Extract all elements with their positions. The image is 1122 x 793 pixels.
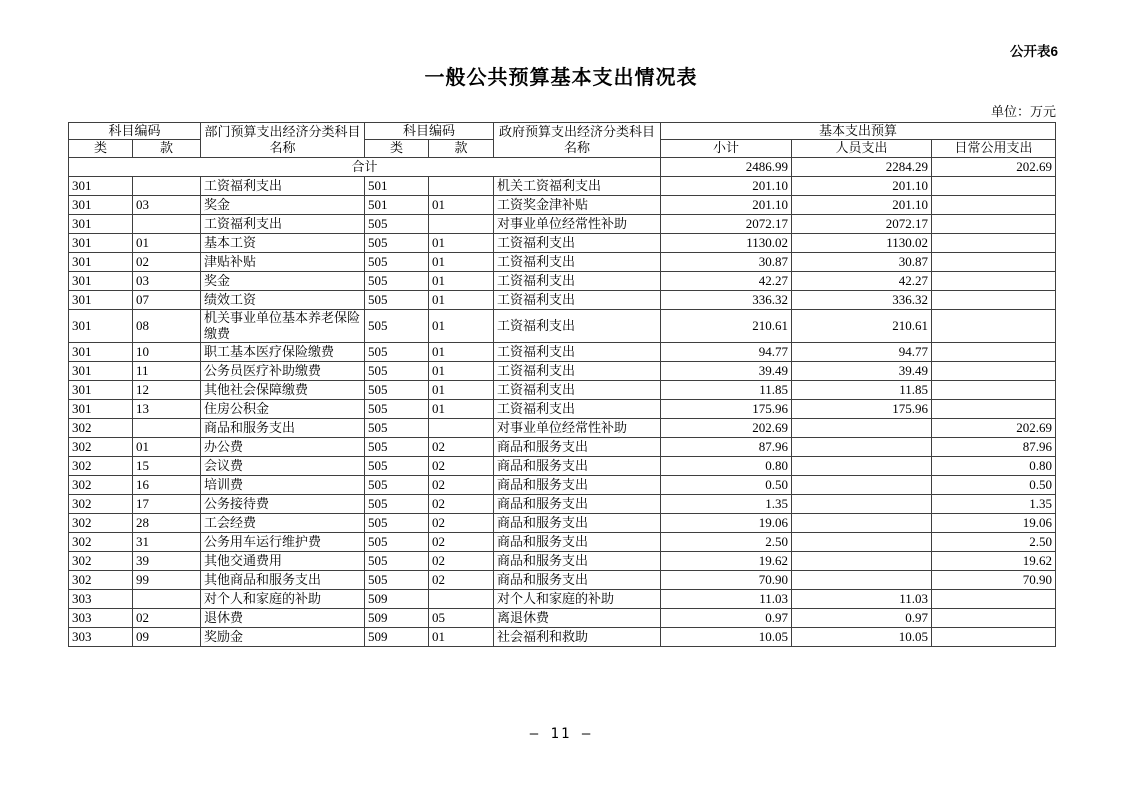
daily-public-expense-value (932, 399, 1056, 418)
personnel-expense-value: 42.27 (792, 271, 932, 290)
personnel-expense-value (792, 475, 932, 494)
subtotal-value: 11.03 (661, 589, 792, 608)
personnel-expense-value: 336.32 (792, 290, 932, 309)
gov-class-code: 509 (365, 608, 429, 627)
dept-item-code: 10 (133, 342, 201, 361)
dept-subject-name: 其他社会保障缴费 (201, 380, 365, 399)
daily-public-expense-value (932, 608, 1056, 627)
gov-subject-name: 工资福利支出 (494, 342, 661, 361)
personnel-expense-value (792, 513, 932, 532)
dept-class-code: 301 (69, 361, 133, 380)
personnel-expense-value: 10.05 (792, 627, 932, 646)
dept-class-code: 301 (69, 214, 133, 233)
dept-class-code: 303 (69, 627, 133, 646)
daily-public-expense-value: 70.90 (932, 570, 1056, 589)
dept-class-code: 301 (69, 195, 133, 214)
table-row (69, 214, 1056, 233)
dept-class-code: 302 (69, 551, 133, 570)
dept-item-code: 17 (133, 494, 201, 513)
gov-subject-name: 对个人和家庭的补助 (494, 589, 661, 608)
table-row (69, 589, 1056, 608)
budget-table (68, 122, 1056, 647)
personnel-expense-value: 11.85 (792, 380, 932, 399)
gov-class-code: 505 (365, 513, 429, 532)
dept-subject-name: 津贴补贴 (201, 252, 365, 271)
dept-subject-name: 奖金 (201, 271, 365, 290)
personnel-expense-value: 94.77 (792, 342, 932, 361)
dept-class-code: 303 (69, 589, 133, 608)
daily-public-expense-value: 0.80 (932, 456, 1056, 475)
gov-subject-name: 社会福利和救助 (494, 627, 661, 646)
gov-subject-name: 离退休费 (494, 608, 661, 627)
gov-subject-name: 工资福利支出 (494, 380, 661, 399)
dept-subject-name: 公务员医疗补助缴费 (201, 361, 365, 380)
gov-item-code (429, 589, 494, 608)
gov-subject-name: 商品和服务支出 (494, 494, 661, 513)
gov-subject-name: 商品和服务支出 (494, 532, 661, 551)
personnel-expense-value (792, 418, 932, 437)
subtotal-value: 0.97 (661, 608, 792, 627)
dept-item-code (133, 214, 201, 233)
gov-subject-name: 商品和服务支出 (494, 437, 661, 456)
gov-item-code: 01 (429, 290, 494, 309)
gov-item-code (429, 214, 494, 233)
dept-class-code: 303 (69, 608, 133, 627)
header-dept-subject-name: 部门预算支出经济分类科目名称 (201, 123, 365, 158)
dept-class-code: 301 (69, 290, 133, 309)
subtotal-value: 87.96 (661, 437, 792, 456)
gov-subject-name: 商品和服务支出 (494, 475, 661, 494)
dept-subject-name: 住房公积金 (201, 399, 365, 418)
gov-subject-name: 工资福利支出 (494, 361, 661, 380)
gov-class-code: 509 (365, 589, 429, 608)
gov-item-code: 01 (429, 380, 494, 399)
dept-class-code: 302 (69, 532, 133, 551)
total-row (69, 157, 1056, 176)
header-daily-public-expense: 日常公用支出 (932, 139, 1056, 157)
header-subtotal: 小计 (661, 139, 792, 157)
dept-class-code: 301 (69, 309, 133, 342)
dept-item-code: 13 (133, 399, 201, 418)
gov-class-code: 505 (365, 570, 429, 589)
table-row (69, 418, 1056, 437)
dept-subject-name: 工资福利支出 (201, 176, 365, 195)
dept-subject-name: 退休费 (201, 608, 365, 627)
personnel-expense-value (792, 532, 932, 551)
dept-item-code: 07 (133, 290, 201, 309)
gov-class-code: 505 (365, 380, 429, 399)
daily-public-expense-value: 19.06 (932, 513, 1056, 532)
dept-subject-name: 基本工资 (201, 233, 365, 252)
subtotal-value: 30.87 (661, 252, 792, 271)
personnel-expense-value: 39.49 (792, 361, 932, 380)
daily-public-expense-value (932, 233, 1056, 252)
header-subject-code-gov: 科目编码 (365, 123, 494, 140)
personnel-expense-value: 30.87 (792, 252, 932, 271)
header-gov-class: 类 (365, 139, 429, 157)
subtotal-value: 175.96 (661, 399, 792, 418)
gov-subject-name: 商品和服务支出 (494, 513, 661, 532)
gov-subject-name: 工资奖金津补贴 (494, 195, 661, 214)
dept-item-code: 12 (133, 380, 201, 399)
gov-item-code: 02 (429, 532, 494, 551)
personnel-expense-value (792, 456, 932, 475)
unit-note: 单位：万元 (990, 104, 1056, 119)
table-row (69, 456, 1056, 475)
subtotal-value: 19.62 (661, 551, 792, 570)
table-row (69, 342, 1056, 361)
total-label: 合计 (69, 157, 661, 176)
gov-item-code: 01 (429, 627, 494, 646)
gov-subject-name: 工资福利支出 (494, 233, 661, 252)
daily-public-expense-value: 87.96 (932, 437, 1056, 456)
gov-class-code: 501 (365, 195, 429, 214)
dept-subject-name: 机关事业单位基本养老保险缴费 (201, 309, 365, 342)
dept-subject-name: 工资福利支出 (201, 214, 365, 233)
header-dept-class: 类 (69, 139, 133, 157)
dept-class-code: 301 (69, 176, 133, 195)
table-row (69, 532, 1056, 551)
gov-item-code: 02 (429, 494, 494, 513)
gov-class-code: 505 (365, 361, 429, 380)
personnel-expense-value (792, 570, 932, 589)
subtotal-value: 94.77 (661, 342, 792, 361)
dept-class-code: 301 (69, 233, 133, 252)
gov-item-code: 01 (429, 342, 494, 361)
subtotal-value: 202.69 (661, 418, 792, 437)
table-row (69, 252, 1056, 271)
dept-subject-name: 公务用车运行维护费 (201, 532, 365, 551)
dept-subject-name: 工会经费 (201, 513, 365, 532)
subtotal-value: 0.80 (661, 456, 792, 475)
dept-item-code: 15 (133, 456, 201, 475)
personnel-expense-value (792, 494, 932, 513)
dept-class-code: 301 (69, 380, 133, 399)
daily-public-expense-value (932, 252, 1056, 271)
daily-public-expense-value (932, 271, 1056, 290)
dept-item-code (133, 418, 201, 437)
gov-class-code: 505 (365, 475, 429, 494)
gov-subject-name: 对事业单位经常性补助 (494, 214, 661, 233)
gov-class-code: 505 (365, 532, 429, 551)
dept-subject-name: 其他交通费用 (201, 551, 365, 570)
dept-class-code: 301 (69, 342, 133, 361)
gov-subject-name: 工资福利支出 (494, 399, 661, 418)
personnel-expense-value: 2072.17 (792, 214, 932, 233)
subtotal-value: 201.10 (661, 176, 792, 195)
gov-class-code: 509 (365, 627, 429, 646)
dept-subject-name: 奖金 (201, 195, 365, 214)
table-row (69, 309, 1056, 342)
daily-public-expense-value (932, 290, 1056, 309)
dept-item-code: 03 (133, 195, 201, 214)
gov-item-code: 02 (429, 456, 494, 475)
gov-item-code: 01 (429, 233, 494, 252)
subtotal-value: 1.35 (661, 494, 792, 513)
daily-public-expense-value: 2.50 (932, 532, 1056, 551)
dept-class-code: 301 (69, 271, 133, 290)
daily-public-expense-value: 19.62 (932, 551, 1056, 570)
dept-subject-name: 对个人和家庭的补助 (201, 589, 365, 608)
gov-class-code: 505 (365, 290, 429, 309)
gov-subject-name: 商品和服务支出 (494, 570, 661, 589)
personnel-expense-value: 210.61 (792, 309, 932, 342)
dept-class-code: 302 (69, 475, 133, 494)
subtotal-value: 2486.99 (661, 157, 792, 176)
dept-item-code: 01 (133, 437, 201, 456)
dept-item-code: 31 (133, 532, 201, 551)
daily-public-expense-value: 1.35 (932, 494, 1056, 513)
dept-subject-name: 绩效工资 (201, 290, 365, 309)
daily-public-expense-value (932, 214, 1056, 233)
gov-item-code: 02 (429, 570, 494, 589)
dept-subject-name: 办公费 (201, 437, 365, 456)
table-row (69, 551, 1056, 570)
header-gov-subject-name: 政府预算支出经济分类科目名称 (494, 123, 661, 158)
dept-subject-name: 商品和服务支出 (201, 418, 365, 437)
gov-subject-name: 工资福利支出 (494, 271, 661, 290)
subtotal-value: 39.49 (661, 361, 792, 380)
gov-subject-name: 对事业单位经常性补助 (494, 418, 661, 437)
dept-class-code: 302 (69, 494, 133, 513)
personnel-expense-value: 175.96 (792, 399, 932, 418)
subtotal-value: 201.10 (661, 195, 792, 214)
subtotal-value: 11.85 (661, 380, 792, 399)
gov-item-code: 02 (429, 551, 494, 570)
personnel-expense-value: 201.10 (792, 195, 932, 214)
gov-class-code: 505 (365, 551, 429, 570)
subtotal-value: 19.06 (661, 513, 792, 532)
personnel-expense-value: 201.10 (792, 176, 932, 195)
dept-subject-name: 奖励金 (201, 627, 365, 646)
table-row (69, 380, 1056, 399)
dept-class-code: 301 (69, 252, 133, 271)
subtotal-value: 0.50 (661, 475, 792, 494)
table-body (69, 157, 1056, 646)
subtotal-value: 42.27 (661, 271, 792, 290)
personnel-expense-value: 11.03 (792, 589, 932, 608)
dept-item-code: 16 (133, 475, 201, 494)
dept-subject-name: 会议费 (201, 456, 365, 475)
gov-class-code: 505 (365, 494, 429, 513)
daily-public-expense-value (932, 361, 1056, 380)
daily-public-expense-value: 202.69 (932, 157, 1056, 176)
table-row (69, 627, 1056, 646)
dept-item-code: 28 (133, 513, 201, 532)
table-row (69, 233, 1056, 252)
personnel-expense-value (792, 551, 932, 570)
gov-subject-name: 工资福利支出 (494, 309, 661, 342)
header-personnel-expense: 人员支出 (792, 139, 932, 157)
gov-class-code: 505 (365, 233, 429, 252)
table-row (69, 290, 1056, 309)
gov-item-code: 02 (429, 513, 494, 532)
gov-item-code (429, 176, 494, 195)
subtotal-value: 2072.17 (661, 214, 792, 233)
gov-item-code: 01 (429, 271, 494, 290)
dept-item-code: 09 (133, 627, 201, 646)
subtotal-value: 2.50 (661, 532, 792, 551)
table-header (69, 123, 1056, 158)
gov-item-code: 02 (429, 475, 494, 494)
subtotal-value: 336.32 (661, 290, 792, 309)
dept-item-code: 99 (133, 570, 201, 589)
gov-subject-name: 工资福利支出 (494, 252, 661, 271)
table-row (69, 570, 1056, 589)
gov-item-code: 01 (429, 309, 494, 342)
table-row (69, 608, 1056, 627)
dept-class-code: 301 (69, 399, 133, 418)
gov-item-code: 01 (429, 252, 494, 271)
personnel-expense-value (792, 437, 932, 456)
gov-item-code: 02 (429, 437, 494, 456)
gov-item-code: 01 (429, 399, 494, 418)
dept-class-code: 302 (69, 570, 133, 589)
table-row (69, 195, 1056, 214)
gov-class-code: 505 (365, 456, 429, 475)
table-row (69, 437, 1056, 456)
table-row (69, 399, 1056, 418)
subtotal-value: 210.61 (661, 309, 792, 342)
gov-class-code: 505 (365, 418, 429, 437)
header-gov-item: 款 (429, 139, 494, 157)
subtotal-value: 10.05 (661, 627, 792, 646)
header-basic-budget-group: 基本支出预算 (661, 123, 1056, 140)
gov-class-code: 501 (365, 176, 429, 195)
daily-public-expense-value (932, 589, 1056, 608)
dept-item-code: 08 (133, 309, 201, 342)
gov-class-code: 505 (365, 309, 429, 342)
dept-item-code: 39 (133, 551, 201, 570)
daily-public-expense-value: 202.69 (932, 418, 1056, 437)
table-row (69, 361, 1056, 380)
dept-item-code: 01 (133, 233, 201, 252)
daily-public-expense-value (932, 342, 1056, 361)
table-number-label: 公开表6 (1009, 44, 1058, 59)
gov-class-code: 505 (365, 214, 429, 233)
dept-class-code: 302 (69, 513, 133, 532)
personnel-expense-value: 1130.02 (792, 233, 932, 252)
daily-public-expense-value (932, 176, 1056, 195)
table-row (69, 176, 1056, 195)
dept-subject-name: 培训费 (201, 475, 365, 494)
daily-public-expense-value (932, 380, 1056, 399)
gov-item-code: 01 (429, 195, 494, 214)
gov-subject-name: 机关工资福利支出 (494, 176, 661, 195)
table-row (69, 513, 1056, 532)
dept-subject-name: 其他商品和服务支出 (201, 570, 365, 589)
dept-item-code: 02 (133, 252, 201, 271)
personnel-expense-value: 2284.29 (792, 157, 932, 176)
personnel-expense-value: 0.97 (792, 608, 932, 627)
dept-class-code: 302 (69, 437, 133, 456)
daily-public-expense-value (932, 627, 1056, 646)
page-title: 一般公共预算基本支出情况表 (424, 67, 698, 89)
dept-item-code (133, 176, 201, 195)
gov-class-code: 505 (365, 252, 429, 271)
daily-public-expense-value: 0.50 (932, 475, 1056, 494)
gov-item-code: 01 (429, 361, 494, 380)
gov-item-code: 05 (429, 608, 494, 627)
dept-item-code: 11 (133, 361, 201, 380)
daily-public-expense-value (932, 309, 1056, 342)
dept-item-code: 03 (133, 271, 201, 290)
table-row (69, 475, 1056, 494)
gov-subject-name: 商品和服务支出 (494, 456, 661, 475)
page-number: — 11 — (529, 726, 593, 742)
gov-class-code: 505 (365, 342, 429, 361)
dept-class-code: 302 (69, 456, 133, 475)
table-row (69, 271, 1056, 290)
daily-public-expense-value (932, 195, 1056, 214)
subtotal-value: 70.90 (661, 570, 792, 589)
gov-item-code (429, 418, 494, 437)
table-row (69, 494, 1056, 513)
header-subject-code-dept: 科目编码 (69, 123, 201, 140)
gov-class-code: 505 (365, 399, 429, 418)
gov-subject-name: 商品和服务支出 (494, 551, 661, 570)
dept-item-code: 02 (133, 608, 201, 627)
gov-class-code: 505 (365, 271, 429, 290)
header-dept-item: 款 (133, 139, 201, 157)
dept-class-code: 302 (69, 418, 133, 437)
gov-class-code: 505 (365, 437, 429, 456)
dept-subject-name: 职工基本医疗保险缴费 (201, 342, 365, 361)
dept-item-code (133, 589, 201, 608)
subtotal-value: 1130.02 (661, 233, 792, 252)
dept-subject-name: 公务接待费 (201, 494, 365, 513)
gov-subject-name: 工资福利支出 (494, 290, 661, 309)
